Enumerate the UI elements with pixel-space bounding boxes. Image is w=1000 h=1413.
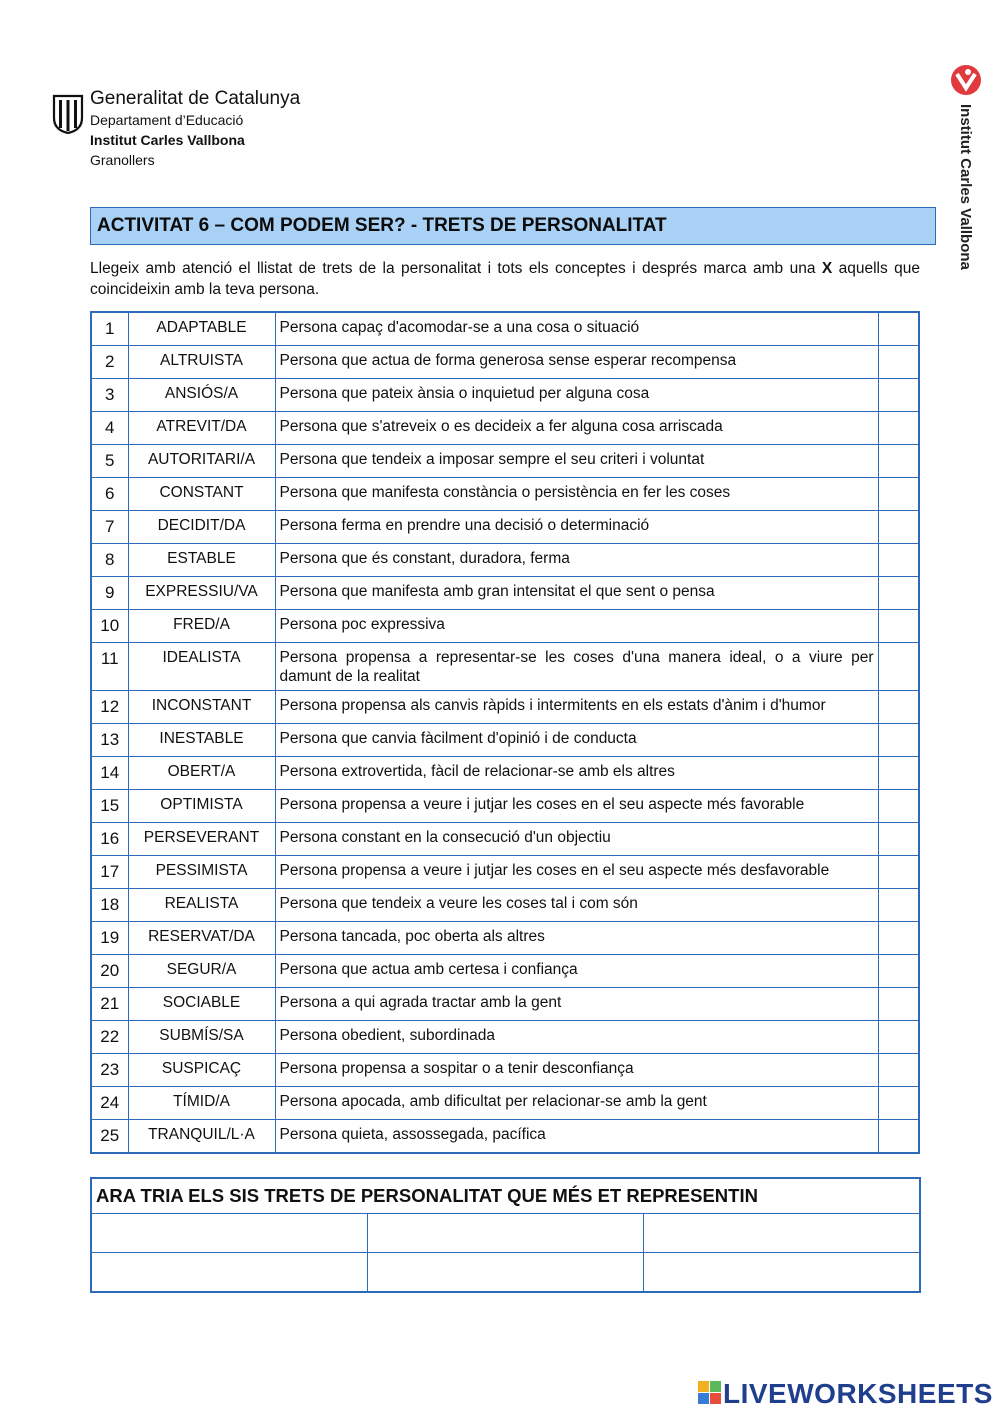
trait-description: Persona poc expressiva bbox=[275, 610, 878, 643]
table-row bbox=[91, 856, 919, 889]
department-name: Departament d’Educació bbox=[90, 112, 244, 128]
table-row bbox=[91, 544, 919, 577]
trait-number: 10 bbox=[91, 610, 128, 643]
trait-name: TRANQUIL/L·A bbox=[128, 1120, 275, 1154]
choose-table bbox=[90, 1177, 921, 1293]
trait-checkbox[interactable] bbox=[878, 577, 919, 610]
trait-number: 2 bbox=[91, 346, 128, 379]
trait-description: Persona extrovertida, fàcil de relacionar-se amb els altres bbox=[275, 757, 878, 790]
trait-number: 4 bbox=[91, 412, 128, 445]
trait-description: Persona constant en la consecució d'un objectiu bbox=[275, 823, 878, 856]
trait-number: 5 bbox=[91, 445, 128, 478]
trait-name: PESSIMISTA bbox=[128, 856, 275, 889]
trait-checkbox[interactable] bbox=[878, 312, 919, 346]
trait-number: 22 bbox=[91, 1021, 128, 1054]
trait-name: ATREVIT/DA bbox=[128, 412, 275, 445]
trait-checkbox[interactable] bbox=[878, 544, 919, 577]
trait-name: INCONSTANT bbox=[128, 691, 275, 724]
table-row bbox=[91, 724, 919, 757]
trait-number: 11 bbox=[91, 643, 128, 691]
trait-number: 23 bbox=[91, 1054, 128, 1087]
trait-number: 21 bbox=[91, 988, 128, 1021]
trait-name: ESTABLE bbox=[128, 544, 275, 577]
table-row bbox=[91, 346, 919, 379]
trait-checkbox[interactable] bbox=[878, 346, 919, 379]
trait-checkbox[interactable] bbox=[878, 412, 919, 445]
instructions-text: Llegeix amb atenció el llistat de trets de la personalitat i tots els conceptes i després marca amb una bbox=[90, 260, 822, 277]
trait-checkbox[interactable] bbox=[878, 922, 919, 955]
school-name: Institut Carles Vallbona bbox=[90, 132, 245, 148]
liveworksheets-text: LIVEWORKSHEETS bbox=[723, 1378, 993, 1409]
choice-cell-6[interactable] bbox=[643, 1253, 920, 1293]
table-row bbox=[91, 312, 919, 346]
trait-number: 9 bbox=[91, 577, 128, 610]
trait-number: 3 bbox=[91, 379, 128, 412]
table-row bbox=[91, 643, 919, 691]
trait-number: 1 bbox=[91, 312, 128, 346]
trait-name: OBERT/A bbox=[128, 757, 275, 790]
trait-name: ADAPTABLE bbox=[128, 312, 275, 346]
trait-description: Persona que actua amb certesa i confiança bbox=[275, 955, 878, 988]
choice-cell-5[interactable] bbox=[367, 1253, 643, 1293]
trait-description: Persona propensa als canvis ràpids i intermitents en els estats d'ànim i d'humor bbox=[275, 691, 878, 724]
trait-checkbox[interactable] bbox=[878, 1021, 919, 1054]
trait-number: 15 bbox=[91, 790, 128, 823]
city-name: Granollers bbox=[90, 152, 155, 168]
choose-title: ARA TRIA ELS SIS TRETS DE PERSONALITAT QUE MÉS ET REPRESENTIN bbox=[91, 1178, 920, 1214]
trait-name: DECIDIT/DA bbox=[128, 511, 275, 544]
table-row bbox=[91, 412, 919, 445]
table-row bbox=[91, 478, 919, 511]
table-row bbox=[91, 1021, 919, 1054]
instructions-text-end: aquells que coincideixin amb la teva persona. bbox=[90, 260, 921, 298]
trait-checkbox[interactable] bbox=[878, 1054, 919, 1087]
trait-checkbox[interactable] bbox=[878, 1120, 919, 1154]
trait-description: Persona que actua de forma generosa sense esperar recompensa bbox=[275, 346, 878, 379]
trait-description: Persona que manifesta amb gran intensitat el que sent o pensa bbox=[275, 577, 878, 610]
table-row bbox=[91, 790, 919, 823]
trait-number: 25 bbox=[91, 1120, 128, 1154]
choice-cell-2[interactable] bbox=[367, 1214, 643, 1253]
trait-number: 17 bbox=[91, 856, 128, 889]
table-row bbox=[91, 577, 919, 610]
trait-name: SOCIABLE bbox=[128, 988, 275, 1021]
trait-name: AUTORITARI/A bbox=[128, 445, 275, 478]
liveworksheets-logo-icon bbox=[697, 1380, 723, 1406]
table-row bbox=[91, 1120, 919, 1154]
trait-number: 7 bbox=[91, 511, 128, 544]
trait-description: Persona que s'atreveix o es decideix a fer alguna cosa arriscada bbox=[275, 412, 878, 445]
trait-name: INESTABLE bbox=[128, 724, 275, 757]
trait-description: Persona propensa a sospitar o a tenir desconfiança bbox=[275, 1054, 878, 1087]
table-row bbox=[91, 988, 919, 1021]
org-name: Generalitat de Catalunya bbox=[90, 88, 301, 109]
trait-name: RESERVAT/DA bbox=[128, 922, 275, 955]
trait-description: Persona tancada, poc oberta als altres bbox=[275, 922, 878, 955]
side-logo-text: Institut Carles Vallbona bbox=[957, 104, 974, 270]
trait-number: 6 bbox=[91, 478, 128, 511]
trait-name: PERSEVERANT bbox=[128, 823, 275, 856]
choice-cell-3[interactable] bbox=[643, 1214, 920, 1253]
trait-checkbox[interactable] bbox=[878, 724, 919, 757]
trait-number: 12 bbox=[91, 691, 128, 724]
trait-checkbox[interactable] bbox=[878, 856, 919, 889]
trait-number: 16 bbox=[91, 823, 128, 856]
trait-checkbox[interactable] bbox=[878, 889, 919, 922]
trait-description: Persona que canvia fàcilment d'opinió i de conducta bbox=[275, 724, 878, 757]
trait-description: Persona obedient, subordinada bbox=[275, 1021, 878, 1054]
activity-title: ACTIVITAT 6 – COM PODEM SER? - TRETS DE PERSONALITAT bbox=[90, 207, 936, 245]
trait-description: Persona que pateix ànsia o inquietud per alguna cosa bbox=[275, 379, 878, 412]
table-row bbox=[91, 511, 919, 544]
trait-checkbox[interactable] bbox=[878, 379, 919, 412]
trait-checkbox[interactable] bbox=[878, 511, 919, 544]
trait-checkbox[interactable] bbox=[878, 643, 919, 691]
trait-number: 14 bbox=[91, 757, 128, 790]
trait-checkbox[interactable] bbox=[878, 988, 919, 1021]
trait-checkbox[interactable] bbox=[878, 823, 919, 856]
trait-checkbox[interactable] bbox=[878, 610, 919, 643]
trait-checkbox[interactable] bbox=[878, 478, 919, 511]
table-row bbox=[91, 1054, 919, 1087]
trait-description: Persona que és constant, duradora, ferma bbox=[275, 544, 878, 577]
trait-name: OPTIMISTA bbox=[128, 790, 275, 823]
trait-description: Persona capaç d'acomodar-se a una cosa o situació bbox=[275, 312, 878, 346]
traits-table bbox=[90, 311, 920, 1154]
trait-name: ALTRUISTA bbox=[128, 346, 275, 379]
choice-cell-4[interactable] bbox=[91, 1253, 367, 1293]
trait-description: Persona a qui agrada tractar amb la gent bbox=[275, 988, 878, 1021]
trait-name: TÍMID/A bbox=[128, 1087, 275, 1120]
trait-checkbox[interactable] bbox=[878, 1087, 919, 1120]
trait-name: SUBMÍS/SA bbox=[128, 1021, 275, 1054]
trait-number: 8 bbox=[91, 544, 128, 577]
instructions-mark: X bbox=[821, 260, 833, 277]
trait-checkbox[interactable] bbox=[878, 790, 919, 823]
school-logo-icon bbox=[946, 62, 986, 102]
trait-number: 24 bbox=[91, 1087, 128, 1120]
table-row bbox=[91, 823, 919, 856]
trait-name: CONSTANT bbox=[128, 478, 275, 511]
table-row bbox=[91, 445, 919, 478]
table-row bbox=[91, 922, 919, 955]
table-row bbox=[91, 757, 919, 790]
trait-description: Persona ferma en prendre una decisió o determinació bbox=[275, 511, 878, 544]
table-row bbox=[91, 691, 919, 724]
trait-name: IDEALISTA bbox=[128, 643, 275, 691]
trait-checkbox[interactable] bbox=[878, 445, 919, 478]
table-row bbox=[91, 379, 919, 412]
trait-checkbox[interactable] bbox=[878, 691, 919, 724]
trait-checkbox[interactable] bbox=[878, 955, 919, 988]
trait-description: Persona apocada, amb dificultat per relacionar-se amb la gent bbox=[275, 1087, 878, 1120]
trait-description: Persona que manifesta constància o persistència en fer les coses bbox=[275, 478, 878, 511]
table-row bbox=[91, 889, 919, 922]
trait-name: EXPRESSIU/VA bbox=[128, 577, 275, 610]
trait-name: FRED/A bbox=[128, 610, 275, 643]
trait-number: 13 bbox=[91, 724, 128, 757]
trait-name: SEGUR/A bbox=[128, 955, 275, 988]
trait-checkbox[interactable] bbox=[878, 757, 919, 790]
trait-name: SUSPICAÇ bbox=[128, 1054, 275, 1087]
trait-name: ANSIÓS/A bbox=[128, 379, 275, 412]
trait-number: 20 bbox=[91, 955, 128, 988]
trait-number: 18 bbox=[91, 889, 128, 922]
trait-name: REALISTA bbox=[128, 889, 275, 922]
trait-description: Persona que tendeix a imposar sempre el seu criteri i voluntat bbox=[275, 445, 878, 478]
table-row bbox=[91, 1087, 919, 1120]
trait-description: Persona propensa a veure i jutjar les coses en el seu aspecte més favorable bbox=[275, 790, 878, 823]
trait-description: Persona quieta, assossegada, pacífica bbox=[275, 1120, 878, 1154]
choice-cell-1[interactable] bbox=[91, 1214, 367, 1253]
trait-description: Persona propensa a veure i jutjar les coses en el seu aspecte més desfavorable bbox=[275, 856, 878, 889]
table-row bbox=[91, 610, 919, 643]
trait-number: 19 bbox=[91, 922, 128, 955]
trait-description: Persona propensa a representar-se les coses d'una manera ideal, o a viure per damunt de la realitat bbox=[275, 643, 878, 691]
generalitat-crest-icon bbox=[52, 94, 84, 134]
instructions bbox=[90, 258, 920, 300]
table-row bbox=[91, 955, 919, 988]
trait-description: Persona que tendeix a veure les coses tal i com són bbox=[275, 889, 878, 922]
